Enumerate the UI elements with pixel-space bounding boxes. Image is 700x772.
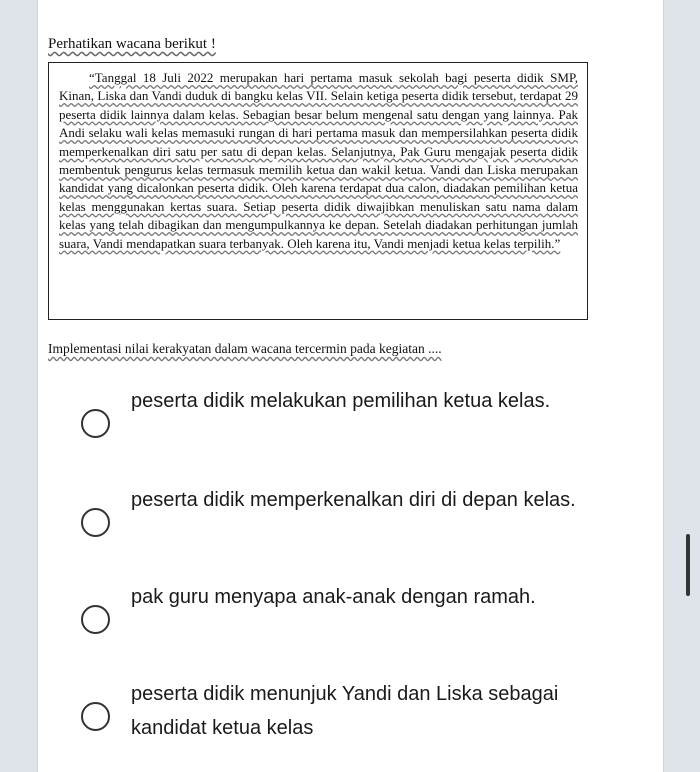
answer-option-3-label: pak guru menyapa anak-anak dengan ramah. (131, 586, 536, 608)
radio-button-4[interactable] (81, 702, 110, 731)
answer-option-4-label: peserta didik menunjuk Yandi dan Liska sebagai kandidat ketua kelas (131, 683, 559, 739)
radio-button-2[interactable] (81, 508, 110, 537)
answer-option-4[interactable] (40, 677, 600, 757)
answer-option-1[interactable] (40, 384, 600, 464)
answer-option-2[interactable] (40, 483, 600, 563)
answer-option-3[interactable] (40, 580, 600, 660)
instruction-text: Perhatikan wacana berikut ! (48, 36, 216, 52)
radio-button-1[interactable] (81, 409, 110, 438)
answer-option-2-label: peserta didik memperkenalkan diri di depan kelas. (131, 489, 576, 511)
question-text: Implementasi nilai kerakyatan dalam wacana tercermin pada kegiatan .... (48, 341, 442, 356)
answer-option-1-label: peserta didik melakukan pemilihan ketua kelas. (131, 390, 551, 412)
radio-button-3[interactable] (81, 605, 110, 634)
reading-passage: “Tanggal 18 Juli 2022 merupakan hari pertama masuk sekolah bagi peserta didik SMP, Kinan, Liska dan Vandi duduk di bangku kelas VII. Selain ketiga peserta didik tersebut, terdapat 29 peserta didik lainnya dalam kelas. Sebagian besar belum mengenal satu dengan yang lainnya. Pak Andi selaku wali kelas memasuki rungan di hari pertama masuk dan mempersilahkan peserta didik memperkenalkan diri satu per satu di depan kelas. Selanjutnya, Pak Guru mengajak peserta didik membentuk pengurus kelas termasuk memilih ketua dan wakil ketua. Vandi dan Liska merupakan kandidat yang dicalonkan peserta didik. Oleh karena terdapat dua calon, diadakan pemilihan ketua kelas menggunakan kertas suara. Setiap peserta didik diwajibkan menuliskan satu nama dalam kelas yang telah dibagikan dan mengumpulkannya ke depan. Setelah diadakan perhitungan jumlah suara, Vandi mendapatkan suara terbanyak. Oleh karena itu, Vandi menjadi ketua kelas terpilih.” (48, 62, 588, 320)
scrollbar-thumb[interactable] (686, 534, 690, 596)
